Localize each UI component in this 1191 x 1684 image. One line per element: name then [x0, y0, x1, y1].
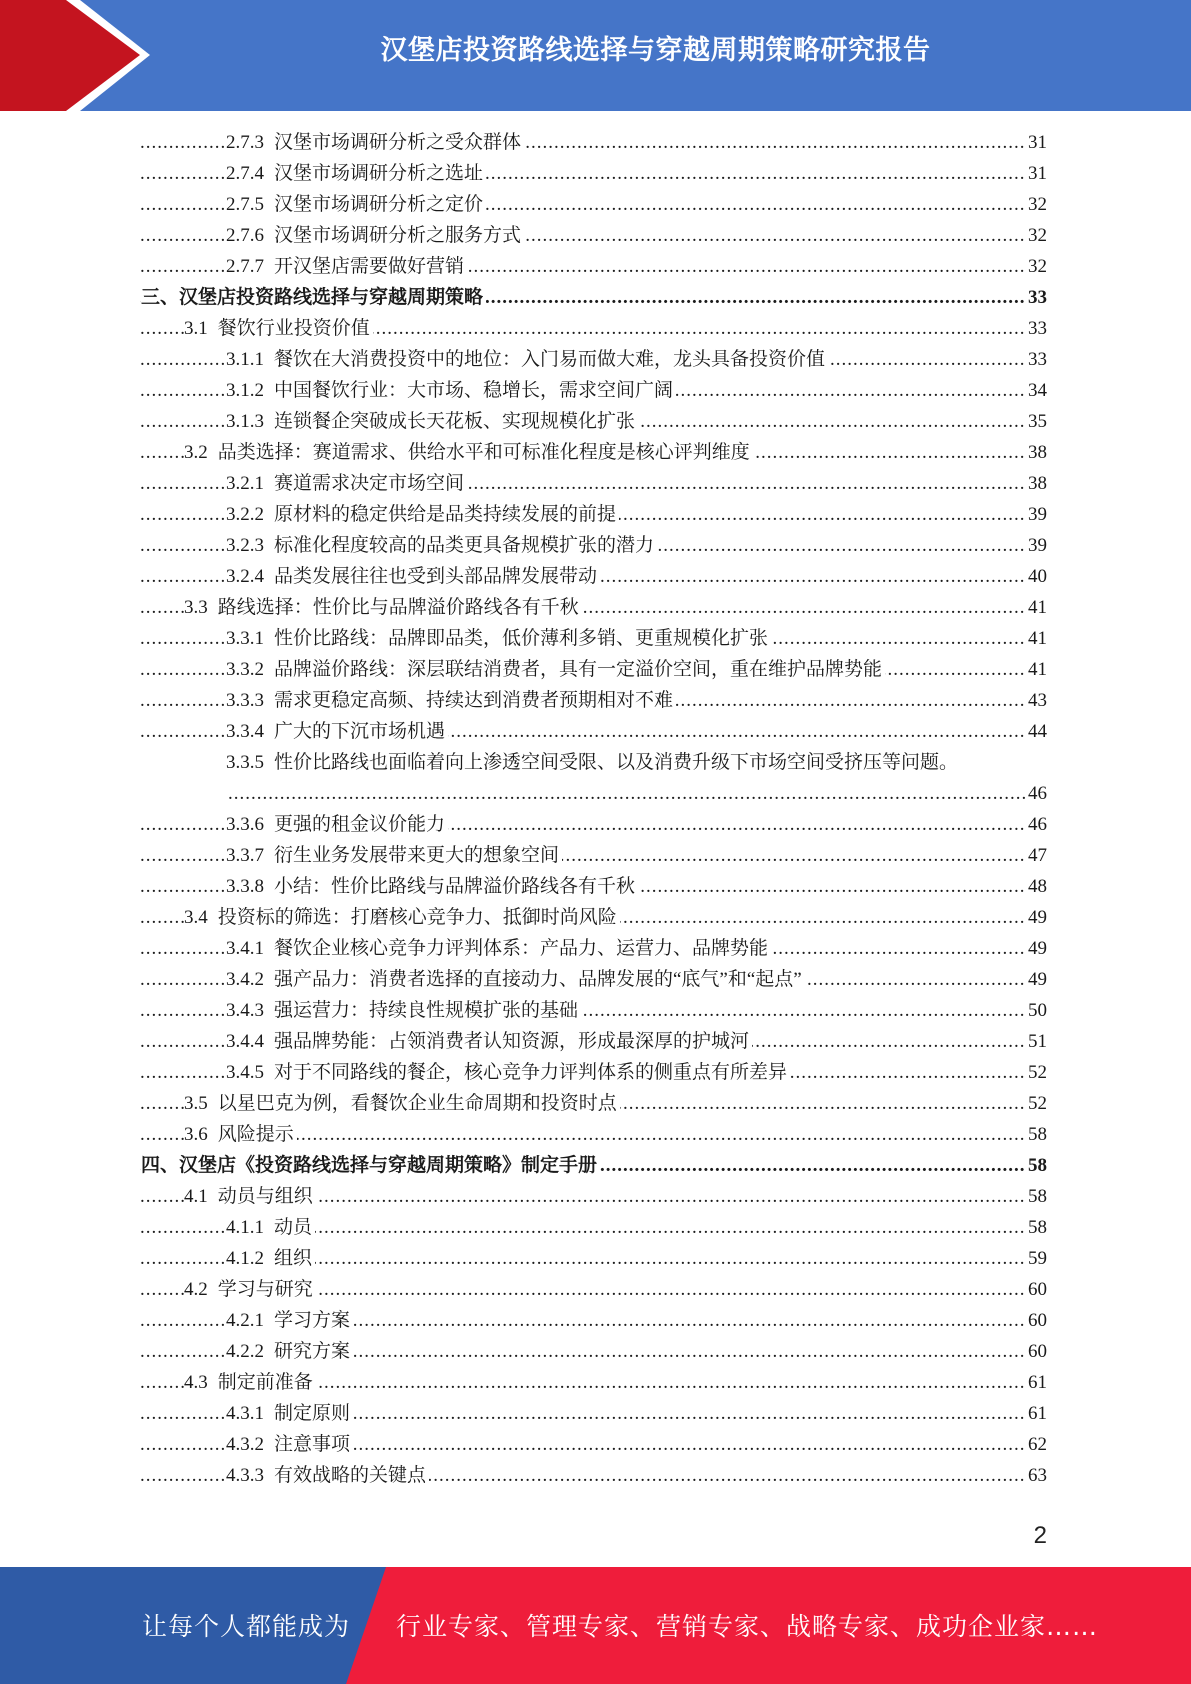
toc-entry-text: 餐饮企业核心竞争力评判体系：产品力、运营力、品牌势能 [274, 938, 769, 959]
toc-entry-page: 61 [1026, 1398, 1047, 1429]
toc-entry-number: 2.7.3 [226, 132, 264, 153]
toc-entry-number: 3.4.1 [226, 938, 264, 959]
toc-entry-label [226, 840, 562, 871]
footer-slogan-left: 让每个人都能成为 [142, 1612, 351, 1641]
toc-entry[interactable] [0, 1398, 1191, 1429]
toc-entry-number: 3.1.1 [226, 349, 264, 370]
toc-entry-text: 制定原则 [274, 1403, 351, 1424]
toc-leader-dots [228, 778, 1047, 809]
toc-entry-text: 汉堡市场调研分析之选址 [274, 163, 484, 184]
toc-entry[interactable] [0, 189, 1191, 220]
toc-entry-page: 58 [1026, 1150, 1047, 1181]
toc-entry-page: 44 [1026, 716, 1047, 747]
toc-entry[interactable] [0, 1460, 1191, 1491]
toc-entry-text: 原材料的稳定供给是品类持续发展的前提 [274, 504, 617, 525]
toc-entry-text: 四、汉堡店《投资路线选择与穿越周期策略》制定手册 [141, 1155, 598, 1176]
toc-entry-page: 38 [1026, 437, 1047, 468]
report-title: 汉堡店投资路线选择与穿越周期策略研究报告 [380, 35, 931, 66]
page-header [0, 0, 1191, 111]
page-footer [0, 1567, 1191, 1684]
toc-entry-number: 3.4 [184, 907, 208, 928]
toc-entry[interactable] [0, 406, 1191, 437]
toc-entry-text: 餐饮行业投资价值 [217, 318, 370, 339]
toc-entry[interactable] [0, 561, 1191, 592]
toc-entry-text: 投资标的筛选：打磨核心竞争力、抵御时尚风险 [217, 907, 617, 928]
toc-entry-page: 35 [1026, 406, 1047, 437]
toc-entry-label [226, 1305, 353, 1336]
toc-entry-text: 小结：性价比路线与品牌溢价路线各有千秋 [274, 876, 636, 897]
toc-entry-number: 3.3.6 [226, 814, 264, 835]
toc-entry-text: 品牌溢价路线：深层联结消费者，具有一定溢价空间，重在维护品牌势能 [274, 659, 883, 680]
toc-entry-page: 47 [1026, 840, 1047, 871]
toc-entry-label [226, 1460, 429, 1491]
toc-entry-label [226, 189, 486, 220]
toc-entry-page: 43 [1026, 685, 1047, 716]
toc-entry-text: 品类选择：赛道需求、供给水平和可标准化程度是核心评判维度 [217, 442, 750, 463]
toc-entry-label [226, 1429, 353, 1460]
toc-entry-text: 品类发展往往也受到头部品牌发展带动 [274, 566, 598, 587]
toc-entry-label [184, 1367, 316, 1398]
toc-entry[interactable] [0, 1088, 1191, 1119]
toc-entry-label [226, 1398, 353, 1429]
toc-entry-text: 有效战略的关键点 [274, 1465, 427, 1486]
toc-entry-page: 38 [1026, 468, 1047, 499]
toc-entry-page: 49 [1026, 902, 1047, 933]
toc-entry-text: 动员 [274, 1217, 313, 1238]
toc-entry[interactable] [0, 747, 1191, 778]
toc-entry[interactable] [0, 313, 1191, 344]
toc-entry-label [184, 1088, 620, 1119]
toc-entry-label [226, 375, 676, 406]
toc-entry[interactable] [0, 1274, 1191, 1305]
toc-entry-label [226, 1336, 353, 1367]
toc-entry-text: 赛道需求决定市场空间 [274, 473, 465, 494]
toc-entry-number: 4.3.2 [226, 1434, 264, 1455]
toc-entry-text: 对于不同路线的餐企，核心竞争力评判体系的侧重点有所差异 [274, 1062, 788, 1083]
toc-entry-label [226, 747, 961, 778]
toc-entry-text: 性价比路线也面临着向上渗透空间受限、以及消费升级下市场空间受挤压等问题。 [274, 752, 959, 773]
toc-entry-label [226, 158, 486, 189]
toc-entry-number: 3.2 [184, 442, 208, 463]
toc-entry-number: 2.7.4 [226, 163, 264, 184]
toc-entry[interactable] [0, 1305, 1191, 1336]
toc-entry-page: 33 [1026, 344, 1047, 375]
toc-entry-text: 动员与组织 [217, 1186, 313, 1207]
toc-entry-number: 4.1 [184, 1186, 208, 1207]
toc-entry-label [226, 1212, 315, 1243]
toc-entry[interactable] [0, 1212, 1191, 1243]
toc-entry-label [226, 406, 638, 437]
toc-entry-label [141, 1150, 600, 1181]
toc-entry-page: 41 [1026, 592, 1047, 623]
toc-entry[interactable] [0, 1057, 1191, 1088]
toc-entry[interactable] [0, 1243, 1191, 1274]
toc-entry-label [226, 623, 771, 654]
toc-entry-number: 4.2 [184, 1279, 208, 1300]
toc-entry-page: 48 [1026, 871, 1047, 902]
toc-entry-page: 58 [1026, 1212, 1047, 1243]
toc-entry[interactable] [0, 1026, 1191, 1057]
toc-entry-page: 31 [1026, 127, 1047, 158]
header-chevron-arrow [0, 0, 140, 111]
toc-entry-number: 4.3 [184, 1372, 208, 1393]
toc-entry-number: 3.6 [184, 1124, 208, 1145]
toc-entry-label [184, 1181, 316, 1212]
toc-entry[interactable] [0, 1429, 1191, 1460]
toc-entry-text: 学习与研究 [217, 1279, 313, 1300]
toc-entry-label [226, 1026, 752, 1057]
toc-entry-page: 62 [1026, 1429, 1047, 1460]
toc-entry-label [141, 282, 486, 313]
toc-entry-label [226, 809, 448, 840]
toc-entry-label [226, 654, 885, 685]
toc-entry[interactable] [0, 933, 1191, 964]
toc-entry-number: 3.3.5 [226, 752, 264, 773]
toc-entry-page: 58 [1026, 1119, 1047, 1150]
toc-entry[interactable] [0, 592, 1191, 623]
toc-entry-number: 4.1.1 [226, 1217, 264, 1238]
toc-entry-number: 3.3 [184, 597, 208, 618]
toc-entry-text: 注意事项 [274, 1434, 351, 1455]
toc-entry[interactable] [0, 499, 1191, 530]
toc-entry-text: 路线选择：性价比与品牌溢价路线各有千秋 [217, 597, 579, 618]
toc-entry-text: 汉堡市场调研分析之受众群体 [274, 132, 522, 153]
page-number: 2 [1033, 1522, 1047, 1549]
toc-entry-label [226, 499, 619, 530]
toc-entry-page: 31 [1026, 158, 1047, 189]
toc-entry[interactable] [0, 964, 1191, 995]
toc-entry-label [184, 592, 582, 623]
toc-entry-label [226, 995, 581, 1026]
toc-entry-label [226, 933, 771, 964]
toc-entry-number: 3.4.3 [226, 1000, 264, 1021]
toc-entry-label [226, 220, 524, 251]
toc-entry-page: 32 [1026, 220, 1047, 251]
toc-entry-text: 标准化程度较高的品类更具备规模扩张的潜力 [274, 535, 655, 556]
toc-entry-number: 3.4.4 [226, 1031, 264, 1052]
toc-entry-page: 51 [1026, 1026, 1047, 1057]
toc-entry-label [184, 902, 620, 933]
toc-entry-text: 更强的租金议价能力 [274, 814, 446, 835]
toc-entry-label [226, 127, 524, 158]
toc-entry-number: 4.2.2 [226, 1341, 264, 1362]
toc-entry-number: 3.2.1 [226, 473, 264, 494]
toc-entry[interactable] [0, 1181, 1191, 1212]
toc-entry-page: 39 [1026, 499, 1047, 530]
toc-entry-number: 3.2.4 [226, 566, 264, 587]
toc-entry-page: 60 [1026, 1274, 1047, 1305]
toc-entry-number: 4.1.2 [226, 1248, 264, 1269]
toc-entry[interactable] [0, 1336, 1191, 1367]
toc-entry-label [226, 964, 805, 995]
toc-entry-text: 汉堡市场调研分析之服务方式 [274, 225, 522, 246]
toc-entry-text: 学习方案 [274, 1310, 351, 1331]
toc-entry-text: 强品牌势能：占领消费者认知资源，形成最深厚的护城河 [274, 1031, 750, 1052]
toc-entry-label [226, 561, 600, 592]
toc-entry[interactable] [0, 1367, 1191, 1398]
toc-entry-label [226, 251, 467, 282]
toc-entry-number: 3.3.7 [226, 845, 264, 866]
toc-entry[interactable] [0, 437, 1191, 468]
toc-entry[interactable] [0, 220, 1191, 251]
toc-entry-text: 研究方案 [274, 1341, 351, 1362]
toc-entry-page: 60 [1026, 1336, 1047, 1367]
toc-entry-label [226, 716, 448, 747]
toc-entry-page: 32 [1026, 251, 1047, 282]
toc-entry-page: 61 [1026, 1367, 1047, 1398]
toc-entry-label [226, 344, 828, 375]
toc-entry-number: 3.4.2 [226, 969, 264, 990]
toc-entry-number: 3.1.2 [226, 380, 264, 401]
toc-entry-page: 49 [1026, 964, 1047, 995]
toc-entry-page: 41 [1026, 623, 1047, 654]
toc-entry-label [226, 871, 638, 902]
toc-entry-number: 2.7.7 [226, 256, 264, 277]
toc-entry-page: 33 [1026, 313, 1047, 344]
toc-entry[interactable] [0, 127, 1191, 158]
toc-entry-page: 32 [1026, 189, 1047, 220]
toc-entry-page: 52 [1026, 1088, 1047, 1119]
toc-entry[interactable] [0, 1150, 1191, 1181]
toc-entry-label [184, 1119, 297, 1150]
toc-entry-text: 连锁餐企突破成长天花板、实现规模化扩张 [274, 411, 636, 432]
toc-entry-number: 4.3.3 [226, 1465, 264, 1486]
toc-entry[interactable] [0, 840, 1191, 871]
toc-entry[interactable] [0, 344, 1191, 375]
footer-slogan-right: 行业专家、管理专家、营销专家、战略专家、成功企业家…… [396, 1612, 1099, 1641]
toc-entry[interactable] [0, 654, 1191, 685]
toc-entry-page: 46 [1026, 809, 1047, 840]
toc-entry-number: 4.2.1 [226, 1310, 264, 1331]
toc-entry-page: 59 [1026, 1243, 1047, 1274]
toc-entry-text: 制定前准备 [217, 1372, 313, 1393]
toc-entry-number: 3.3.4 [226, 721, 264, 742]
toc-entry-text: 强产品力：消费者选择的直接动力、品牌发展的“底气”和“起点” [274, 969, 802, 990]
toc-entry-number: 3.1 [184, 318, 208, 339]
toc-entry-label [226, 1243, 315, 1274]
toc-entry[interactable] [0, 995, 1191, 1026]
toc-entry-page: 50 [1026, 995, 1047, 1026]
toc-entry-number: 3.2.2 [226, 504, 264, 525]
toc-entry-number: 2.7.6 [226, 225, 264, 246]
toc-entry-page: 46 [1026, 778, 1047, 809]
toc-entry-label [226, 468, 467, 499]
toc-entry[interactable] [0, 1119, 1191, 1150]
toc-entry-page: 33 [1026, 282, 1047, 313]
toc-entry[interactable] [0, 902, 1191, 933]
toc-entry[interactable] [0, 468, 1191, 499]
toc-entry-number: 4.3.1 [226, 1403, 264, 1424]
toc-entry-page: 63 [1026, 1460, 1047, 1491]
toc-entry[interactable] [0, 871, 1191, 902]
toc-entry-text: 中国餐饮行业：大市场、稳增长，需求空间广阔 [274, 380, 674, 401]
toc-entry-label [226, 530, 657, 561]
toc-entry-page: 58 [1026, 1181, 1047, 1212]
toc-entry-text: 组织 [274, 1248, 313, 1269]
toc-entry[interactable] [0, 778, 1191, 809]
toc-entry-text: 以星巴克为例，看餐饮企业生命周期和投资时点 [217, 1093, 617, 1114]
toc-entry-number: 3.2.3 [226, 535, 264, 556]
toc-entry-text: 三、汉堡店投资路线选择与穿越周期策略 [141, 287, 484, 308]
toc-entry-label [184, 437, 753, 468]
toc-entry-text: 性价比路线：品牌即品类，低价薄利多销、更重规模化扩张 [274, 628, 769, 649]
toc-entry-text: 汉堡市场调研分析之定价 [274, 194, 484, 215]
toc-entry[interactable] [0, 809, 1191, 840]
toc-entry-label [226, 685, 676, 716]
toc-entry[interactable] [0, 685, 1191, 716]
toc-entry-page: 39 [1026, 530, 1047, 561]
toc-entry-page: 52 [1026, 1057, 1047, 1088]
toc-entry-number: 3.4.5 [226, 1062, 264, 1083]
toc-entry-page: 60 [1026, 1305, 1047, 1336]
toc-entry-text: 衍生业务发展带来更大的想象空间 [274, 845, 560, 866]
toc-entry-number: 3.3.1 [226, 628, 264, 649]
toc-entry-page: 40 [1026, 561, 1047, 592]
toc-entry-label [184, 1274, 316, 1305]
toc-entry-page: 41 [1026, 654, 1047, 685]
toc-entry-label [184, 313, 373, 344]
toc-entry-text: 需求更稳定高频、持续达到消费者预期相对不难 [274, 690, 674, 711]
toc-entry-number: 2.7.5 [226, 194, 264, 215]
toc-entry-text: 风险提示 [217, 1124, 294, 1145]
toc-entry[interactable] [0, 282, 1191, 313]
toc-entry-number: 3.3.2 [226, 659, 264, 680]
toc-entry[interactable] [0, 716, 1191, 747]
toc-entry-page: 34 [1026, 375, 1047, 406]
toc-entry-number: 3.1.3 [226, 411, 264, 432]
toc-entry[interactable] [0, 623, 1191, 654]
toc-entry[interactable] [0, 158, 1191, 189]
toc-entry[interactable] [0, 375, 1191, 406]
toc-entry-number: 3.5 [184, 1093, 208, 1114]
toc-entry-text: 广大的下沉市场机遇 [274, 721, 446, 742]
toc-entry[interactable] [0, 530, 1191, 561]
toc-entry-page: 49 [1026, 933, 1047, 964]
toc-entry-text: 餐饮在大消费投资中的地位：入门易而做大难，龙头具备投资价值 [274, 349, 826, 370]
toc-entry-text: 强运营力：持续良性规模扩张的基础 [274, 1000, 579, 1021]
toc-entry-text: 开汉堡店需要做好营销 [274, 256, 465, 277]
toc-entry-number: 3.3.3 [226, 690, 264, 711]
toc-entry-number: 3.3.8 [226, 876, 264, 897]
toc-entry-label [226, 1057, 790, 1088]
table-of-contents [0, 127, 1191, 1491]
toc-entry[interactable] [0, 251, 1191, 282]
